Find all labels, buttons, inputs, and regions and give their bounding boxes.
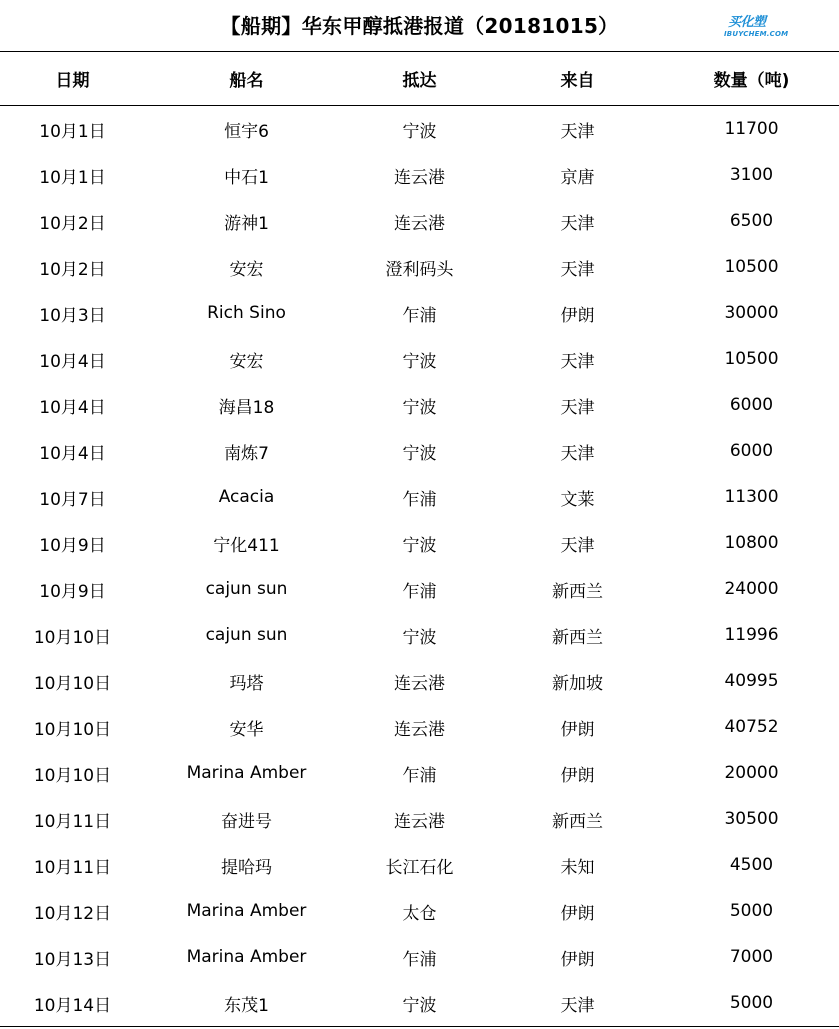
table-row [0,980,839,1027]
cell-quantity: 3100 [729,165,774,185]
cell-arrival-port: 澄利码头 [385,259,454,280]
table-row [0,336,839,382]
cell-ship-name: 东茂1 [145,980,348,1027]
cell-origin: 未知 [560,857,595,878]
table-row [0,198,839,244]
cell-date: 10月7日 [39,489,106,510]
cell-origin: 天津 [560,351,595,372]
cell-date: 10月4日 [39,351,106,372]
cell-origin: 天津 [560,397,595,418]
header-ship-name: 船名 [145,52,348,106]
table-row [0,566,839,612]
cell-arrival-port: 乍浦 [402,949,437,970]
cell-ship-name: 恒宇6 [224,121,269,142]
cell-arrival-port: 连云港 [394,811,445,832]
header-quantity: 数量（吨) [664,52,839,106]
table-row [0,474,839,520]
table-row [0,428,839,474]
cell-arrival-port: 乍浦 [402,489,437,510]
cell-arrival-port: 连云港 [394,213,445,234]
cell-quantity: 11996 [724,625,779,645]
table-header-row [0,52,839,106]
cell-origin: 天津 [560,213,595,234]
cell-quantity: 30000 [724,303,779,323]
cell-ship-name: 奋进号 [221,811,272,832]
cell-ship-name: 安宏 [229,351,264,372]
cell-date: 10月1日 [39,121,106,142]
cell-arrival-port: 宁波 [402,443,437,464]
table-row [0,290,839,336]
cell-quantity: 7000 [729,947,774,967]
table-row [0,658,839,704]
cell-date: 10月10日 [33,673,112,694]
cell-arrival-port: 宁波 [402,627,437,648]
cell-origin: 伊朗 [560,765,595,786]
cell-origin: 天津 [560,535,595,556]
cell-arrival-port: 连云港 [394,719,445,740]
cell-origin: 新加坡 [552,673,603,694]
cell-ship-name: 海昌18 [218,397,275,418]
ibuychem-logo [724,16,796,42]
cell-quantity: 6500 [729,211,774,231]
table-row [0,796,839,842]
cell-quantity: 24000 [724,579,779,599]
cell-arrival-port: 宁波 [402,121,437,142]
cell-quantity: 10800 [724,533,779,553]
cell-arrival-port: 宁波 [402,397,437,418]
cell-origin: 伊朗 [560,719,595,740]
title-bar [0,0,839,52]
cell-date: 10月10日 [33,627,112,648]
cell-date: 10月2日 [39,213,106,234]
arrival-table [0,52,839,1027]
cell-date: 10月13日 [33,949,112,970]
cell-date: 10月2日 [39,259,106,280]
cell-ship-name: 玛塔 [229,673,264,694]
cell-date: 10月10日 [33,719,112,740]
cell-quantity: 10500 [724,257,779,277]
cell-arrival-port: 乍浦 [402,765,437,786]
cell-date: 10月9日 [39,535,106,556]
cell-origin: 伊朗 [560,305,595,326]
cell-quantity: 40995 [724,671,779,691]
cell-quantity: 5000 [729,901,774,921]
cell-origin: 天津 [560,443,595,464]
cell-origin: 天津 [560,121,595,142]
cell-arrival-port: 连云港 [394,167,445,188]
cell-date: 10月9日 [39,581,106,602]
cell-arrival-port: 宁波 [402,351,437,372]
cell-quantity: 11300 [724,487,779,507]
cell-date: 10月14日 [0,980,145,1027]
cell-date: 10月12日 [33,903,112,924]
logo-domain: IBUYCHEM.COM [724,30,789,38]
cell-ship-name: Acacia [218,487,275,507]
cell-date: 10月11日 [33,857,112,878]
cell-ship-name: 安宏 [229,259,264,280]
cell-arrival-port: 乍浦 [402,305,437,326]
cell-date: 10月1日 [39,167,106,188]
cell-arrival-port: 太仓 [402,903,437,924]
cell-ship-name: Marina Amber [186,947,307,967]
cell-origin: 文莱 [560,489,595,510]
cell-arrival-port: 乍浦 [402,581,437,602]
cell-ship-name: 中石1 [224,167,269,188]
cell-ship-name: cajun sun [205,625,288,645]
cell-quantity: 6000 [729,441,774,461]
cell-quantity: 30500 [724,809,779,829]
header-origin: 来自 [491,52,664,106]
table-row [0,888,839,934]
cell-origin: 新西兰 [552,581,603,602]
cell-arrival-port: 长江石化 [385,857,454,878]
table-row [0,244,839,290]
cell-origin: 天津 [491,980,664,1027]
cell-origin: 伊朗 [560,949,595,970]
cell-date: 10月4日 [39,443,106,464]
header-date: 日期 [0,52,145,106]
cell-quantity: 10500 [724,349,779,369]
cell-ship-name: Marina Amber [186,763,307,783]
cell-quantity: 11700 [724,119,779,139]
cell-quantity: 5000 [664,980,839,1027]
cell-ship-name: Marina Amber [186,901,307,921]
table-row [0,750,839,796]
table-row [0,106,839,153]
table-row [0,934,839,980]
cell-origin: 京唐 [560,167,595,188]
cell-quantity: 4500 [729,855,774,875]
cell-ship-name: cajun sun [205,579,288,599]
cell-ship-name: Rich Sino [207,303,286,323]
cell-quantity: 6000 [729,395,774,415]
cell-date: 10月10日 [33,765,112,786]
table-row [0,382,839,428]
cell-date: 10月4日 [39,397,106,418]
cell-quantity: 20000 [724,763,779,783]
table-row [0,152,839,198]
cell-ship-name: 提哈玛 [221,857,272,878]
cell-ship-name: 宁化411 [213,535,280,556]
table-row [0,612,839,658]
table-row [0,842,839,888]
cell-origin: 新西兰 [552,627,603,648]
cell-origin: 伊朗 [560,903,595,924]
cell-quantity: 40752 [724,717,779,737]
cell-ship-name: 安华 [229,719,264,740]
header-arrival-port: 抵达 [348,52,491,106]
cell-ship-name: 游神1 [224,213,269,234]
cell-arrival-port: 宁波 [402,535,437,556]
table-body [0,106,839,1027]
cell-arrival-port: 连云港 [394,673,445,694]
report-title: 【船期】华东甲醇抵港报道（20181015） [220,14,619,38]
cell-date: 10月3日 [39,305,106,326]
cell-origin: 新西兰 [552,811,603,832]
cell-date: 10月11日 [33,811,112,832]
cell-origin: 天津 [560,259,595,280]
table-row [0,704,839,750]
logo-text: 买化塑 [728,15,766,30]
table-row [0,520,839,566]
cell-arrival-port: 宁波 [348,980,491,1027]
cell-ship-name: 南炼7 [224,443,269,464]
